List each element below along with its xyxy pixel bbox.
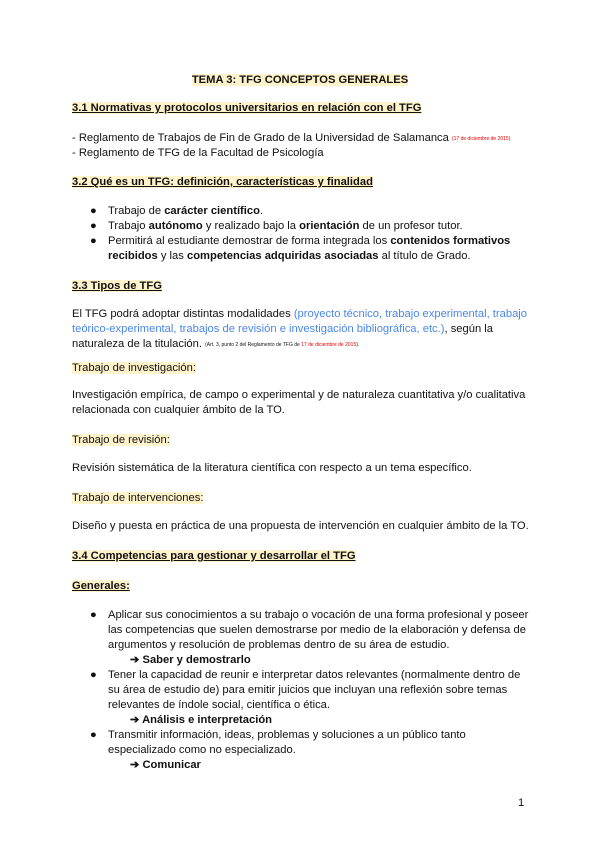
competencia-1-arrow: ➔ Saber y demostrarlo bbox=[130, 654, 251, 666]
document-page: TEMA 3: TFG CONCEPTOS GENERALES 3.1 Normativas y protocolos universitarios en relación con el TFG - Reglamento de Trabajos de Fin de Grado de la Universidad de Salamanca (17 de diciembre de 2015) - Reglamento de TFG de la Facultad de Psicología 3.2 Qué es un TFG: definición, características y finalidad ● Trabajo de carácter científico. ● Trabajo autónomo y realizado bajo la orientación de un profesor tutor. ● Permitirá al estudiante demostrar de forma integrada los contenidos formativos recibidos y las competencias adquiridas asociadas al título de Grado. 3.3 Tipos de TFG El TFG podrá adoptar distintas modalidades (proyecto técnico, trabajo experimental, trabajo teórico-experimental, trabajos de revisión e investigación bibliográfica, etc.), según la naturaleza de la titulación. (Art. 3, punto 2 del Reglamento de TFG de 17 de diciembre de 2015). Trabajo de investigación: Investigación empírica, de campo o experimental y de naturaleza cuantitativa y/o cualitativa relacionada con cualquier ámbito de la TO. Trabajo de revisión: Revisión sistemática de la literatura científica con respecto a un tema específico. Trabajo de intervenciones: Diseño y puesta en práctica de una propuesta de intervención en cualquier ámbito de la TO. 3.4 Competencias para gestionar y desarrollar el TFG Generales: ● Aplicar sus conocimientos a su trabajo o vocación de una forma profesional y poseer las competencias que suelen demostrarse por medio de la elaboración y defensa de argumentos y resolución de problemas dentro de su área de estudio. ➔ Saber y demostrarlo ● Tener la capacidad de reunir e interpretar datos relevantes (normalmente dentro de su área de estudio de) para emitir juicios que incluyan una reflexión sobre temas relevantes de índole social, científica o ética. ➔ Análisis e interpretación ● Transmitir información, ideas, problemas y soluciones a un público tanto especializado como no especializado. ➔ Comunicar 1 bbox=[0, 0, 600, 848]
investigacion-label: Trabajo de investigación: bbox=[72, 362, 196, 374]
competencia-3-arrow: ➔ Comunicar bbox=[130, 759, 201, 771]
page-number: 1 bbox=[518, 797, 525, 809]
s31-date-note: (17 de diciembre de 2015) bbox=[451, 136, 511, 142]
section-3-3-heading: 3.3 Tipos de TFG bbox=[72, 280, 162, 292]
investigacion-text-2: relacionada con cualquier ámbito de la TO. bbox=[72, 404, 285, 416]
s33-para-line-2: teórico-experimental, trabajos de revisión e investigación bibliográfica, etc.), según la bbox=[72, 323, 493, 335]
generales-label: Generales: bbox=[72, 580, 130, 592]
s33-para-line-3: naturaleza de la titulación. (Art. 3, punto 2 del Reglamento de TFG de 17 de diciembre de 2015). bbox=[72, 338, 360, 350]
intervenciones-label: Trabajo de intervenciones: bbox=[72, 492, 204, 504]
section-3-1-heading: 3.1 Normativas y protocolos universitarios en relación con el TFG bbox=[72, 102, 422, 114]
investigacion-text-1: Investigación empírica, de campo o experimental y de naturaleza cuantitativa y/o cualitativa bbox=[72, 389, 526, 401]
page-title: TEMA 3: TFG CONCEPTOS GENERALES bbox=[191, 74, 409, 86]
revision-text: Revisión sistemática de la literatura científica con respecto a un tema específico. bbox=[72, 462, 472, 474]
competencia-2-arrow: ➔ Análisis e interpretación bbox=[130, 714, 273, 726]
s33-para-line-1: El TFG podrá adoptar distintas modalidades (proyecto técnico, trabajo experimental, trabajo bbox=[72, 308, 528, 320]
intervenciones-text: Diseño y puesta en práctica de una propuesta de intervención en cualquier ámbito de la TO. bbox=[72, 520, 529, 532]
revision-label: Trabajo de revisión: bbox=[72, 434, 170, 446]
s31-line-1: - Reglamento de Trabajos de Fin de Grado de la Universidad de Salamanca (17 de diciembre de 2015) bbox=[72, 132, 511, 144]
section-3-4-heading: 3.4 Competencias para gestionar y desarrollar el TFG bbox=[72, 550, 356, 562]
s33-article-note: (Art. 3, punto 2 del Reglamento de TFG de 17 de diciembre de 2015). bbox=[205, 342, 360, 348]
s31-line-2: - Reglamento de TFG de la Facultad de Psicología bbox=[72, 147, 324, 159]
section-3-2-heading: 3.2 Qué es un TFG: definición, características y finalidad bbox=[72, 176, 373, 188]
